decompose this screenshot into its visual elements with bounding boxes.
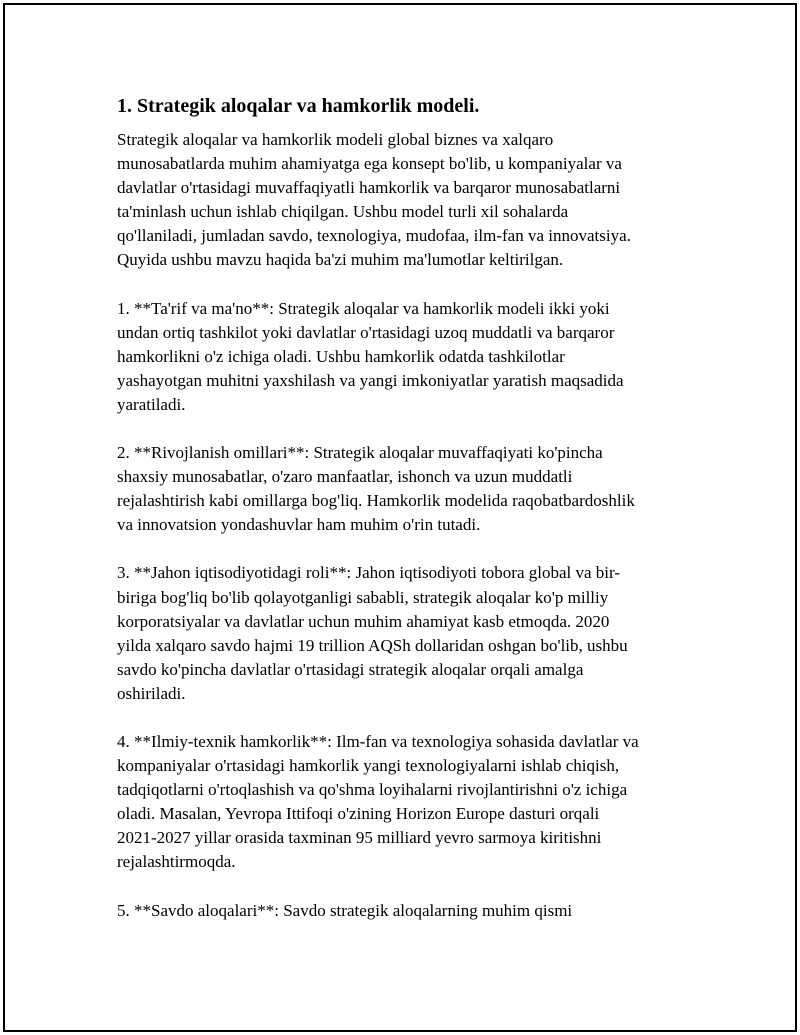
paragraph-development-factors xyxy=(117,441,717,537)
text-line: 4. **Ilmiy-texnik hamkorlik**: Ilm-fan va texnologiya sohasida davlatlar va xyxy=(117,731,639,751)
text-line: Quyida ushbu mavzu haqida ba'zi muhim ma'lumotlar keltirilgan. xyxy=(117,250,564,270)
text-line: oladi. Masalan, Yevropa Ittifoqi o'zining Horizon Europe dasturi orqali xyxy=(117,804,600,824)
text-line: kompaniyalar o'rtasidagi hamkorlik yangi texnologiyalarni ishlab chiqish, xyxy=(117,756,620,776)
text-line: oshiriladi. xyxy=(117,683,186,703)
text-line: shaxsiy munosabatlar, o'zaro manfaatlar, ishonch va uzun muddatli xyxy=(117,467,573,487)
intro-paragraph xyxy=(117,128,717,273)
text-line: yilda xalqaro savdo hajmi 19 trillion AQSh dollaridan oshgan bo'lib, ushbu xyxy=(117,635,628,655)
paragraph-world-economy xyxy=(117,561,717,706)
text-line: 2021-2027 yillar orasida taxminan 95 milliard yevro sarmoya kiritishni xyxy=(117,828,602,848)
text-line: tadqiqotlarni o'rtoqlashish va qo'shma loyihalarni rivojlantirishni o'z ichiga xyxy=(117,780,628,800)
paragraph-scientific-cooperation xyxy=(117,730,717,875)
text-line: va innovatsion yondashuvlar ham muhim o'rin tutadi. xyxy=(117,515,481,535)
document-title: 1. Strategik aloqalar va hamkorlik modeli. xyxy=(117,95,480,117)
text-line: davlatlar o'rtasidagi muvaffaqiyatli hamkorlik va barqaror munosabatlarni xyxy=(117,178,621,198)
text-line: Strategik aloqalar va hamkorlik modeli global biznes va xalqaro xyxy=(117,130,554,149)
text-line: biriga bog'liq bo'lib qolayotganligi sababli, strategik aloqalar ko'p milliy xyxy=(117,587,609,607)
text-line: yaratiladi. xyxy=(117,394,186,414)
text-line: ta'minlash uchun ishlab chiqilgan. Ushbu model turli xil sohalarda xyxy=(117,202,569,222)
text-line: yashayotgan muhitni yaxshilash va yangi imkoniyatlar yaratish maqsadida xyxy=(117,370,624,390)
text-line: korporatsiyalar va davlatlar uchun muhim ahamiyat kasb etmoqda. 2020 xyxy=(117,611,610,631)
text-line: hamkorlikni o'z ichiga oladi. Ushbu hamkorlik odatda tashkilotlar xyxy=(117,346,565,366)
text-line: 3. **Jahon iqtisodiyotidagi roli**: Jahon iqtisodiyoti tobora global va bir- xyxy=(117,563,621,583)
paragraph-trade-relations xyxy=(117,899,717,923)
document-body xyxy=(117,92,717,947)
text-line: undan ortiq tashkilot yoki davlatlar o'rtasidagi uzoq muddatli va barqaror xyxy=(117,322,615,342)
text-line: rejalashtirmoqda. xyxy=(117,852,236,872)
text-line: 1. **Ta'rif va ma'no**: Strategik aloqalar va hamkorlik modeli ikki yoki xyxy=(117,298,610,318)
paragraph-definition xyxy=(117,297,717,417)
text-line: 2. **Rivojlanish omillari**: Strategik aloqalar muvaffaqiyati ko'pincha xyxy=(117,443,603,463)
text-line: qo'llaniladi, jumladan savdo, texnologiya, mudofaa, ilm-fan va innovatsiya. xyxy=(117,226,631,246)
text-line: munosabatlarda muhim ahamiyatga ega konsept bo'lib, u kompaniyalar va xyxy=(117,154,622,174)
text-line: savdo ko'pincha davlatlar o'rtasidagi strategik aloqalar orqali amalga xyxy=(117,659,584,679)
text-line: 5. **Savdo aloqalari**: Savdo strategik aloqalarning muhim qismi xyxy=(117,900,573,920)
text-line: rejalashtirish kabi omillarga bog'liq. Hamkorlik modelida raqobatbardoshlik xyxy=(117,491,635,511)
